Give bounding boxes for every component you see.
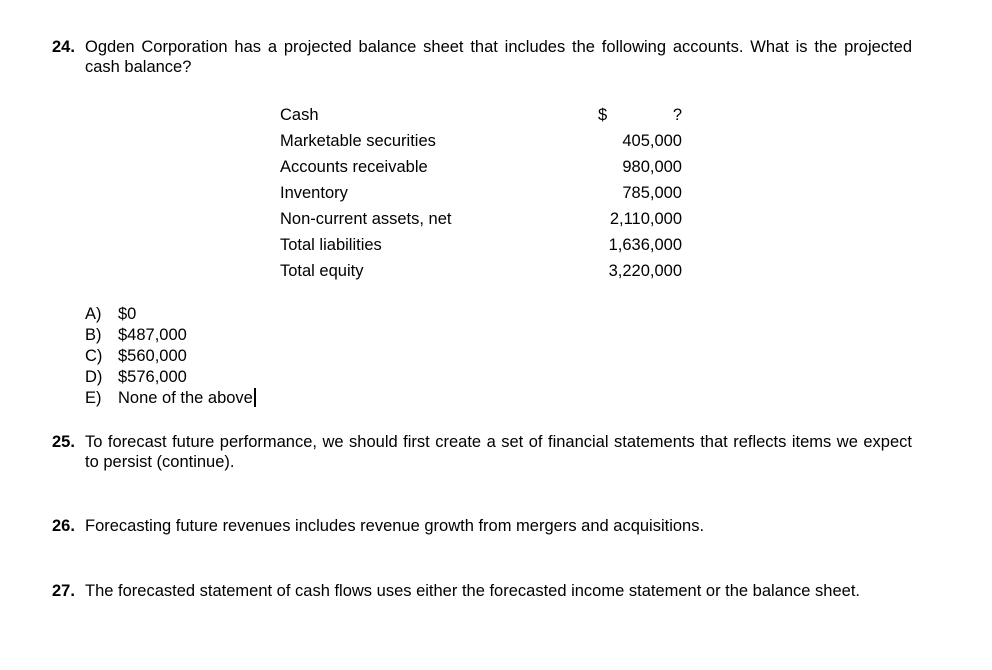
- choice-c[interactable]: [85, 346, 256, 367]
- account-value: 1,636,000: [608, 236, 682, 254]
- choice-letter: B): [85, 326, 102, 344]
- choice-d[interactable]: [85, 367, 256, 388]
- question-number: 26.: [52, 517, 75, 535]
- choice-e[interactable]: [85, 388, 256, 409]
- account-label: Cash: [280, 106, 319, 124]
- currency-symbol: $: [598, 106, 608, 124]
- choice-letter: C): [85, 347, 103, 365]
- account-value: ?: [672, 106, 682, 124]
- question-text: The forecasted statement of cash flows uses either the forecasted income statement or the balance sheet.: [85, 582, 861, 600]
- choice-text: $576,000: [118, 368, 187, 386]
- question-26: [52, 516, 912, 536]
- account-label: Marketable securities: [280, 132, 436, 150]
- accounts-table: [280, 102, 682, 284]
- account-label: Total equity: [280, 262, 364, 280]
- account-value: 785,000: [622, 184, 682, 202]
- question-number: 24.: [52, 38, 75, 56]
- account-value: 2,110,000: [609, 210, 682, 228]
- question-24: [52, 37, 912, 77]
- question-number: 25.: [52, 433, 75, 451]
- choice-text: $0: [118, 305, 137, 323]
- account-row-accounts-receivable: [280, 154, 682, 180]
- question-27: [52, 581, 912, 601]
- account-row-marketable-securities: [280, 128, 682, 154]
- choice-a[interactable]: [85, 304, 256, 325]
- question-text: Ogden Corporation has a projected balance sheet that includes the following accounts. What is the projected cash balance?: [85, 38, 912, 76]
- question-25: [52, 432, 912, 472]
- question-number: 27.: [52, 582, 75, 600]
- text-cursor: [254, 388, 256, 407]
- choice-text: $560,000: [118, 347, 187, 365]
- choice-text: None of the above: [118, 389, 253, 407]
- account-label: Inventory: [280, 184, 348, 202]
- account-label: Total liabilities: [280, 236, 382, 254]
- choice-b[interactable]: [85, 325, 256, 346]
- account-value: 980,000: [622, 158, 682, 176]
- choice-letter: D): [85, 368, 103, 386]
- question-text: Forecasting future revenues includes revenue growth from mergers and acquisitions.: [85, 517, 705, 535]
- choice-letter: A): [85, 305, 102, 323]
- account-label: Accounts receivable: [280, 158, 428, 176]
- question-text: To forecast future performance, we should first create a set of financial statements that reflects items we expect to persist (continue).: [85, 433, 912, 471]
- account-label: Non-current assets, net: [280, 210, 452, 228]
- choice-text: $487,000: [118, 326, 187, 344]
- account-row-inventory: [280, 180, 682, 206]
- account-row-total-equity: [280, 258, 682, 284]
- account-row-cash: [280, 102, 682, 128]
- account-value: 405,000: [622, 132, 682, 150]
- account-row-non-current-assets: [280, 206, 682, 232]
- account-row-total-liabilities: [280, 232, 682, 258]
- account-value: 3,220,000: [608, 262, 682, 280]
- choice-letter: E): [85, 389, 102, 407]
- answer-choices: [85, 304, 256, 409]
